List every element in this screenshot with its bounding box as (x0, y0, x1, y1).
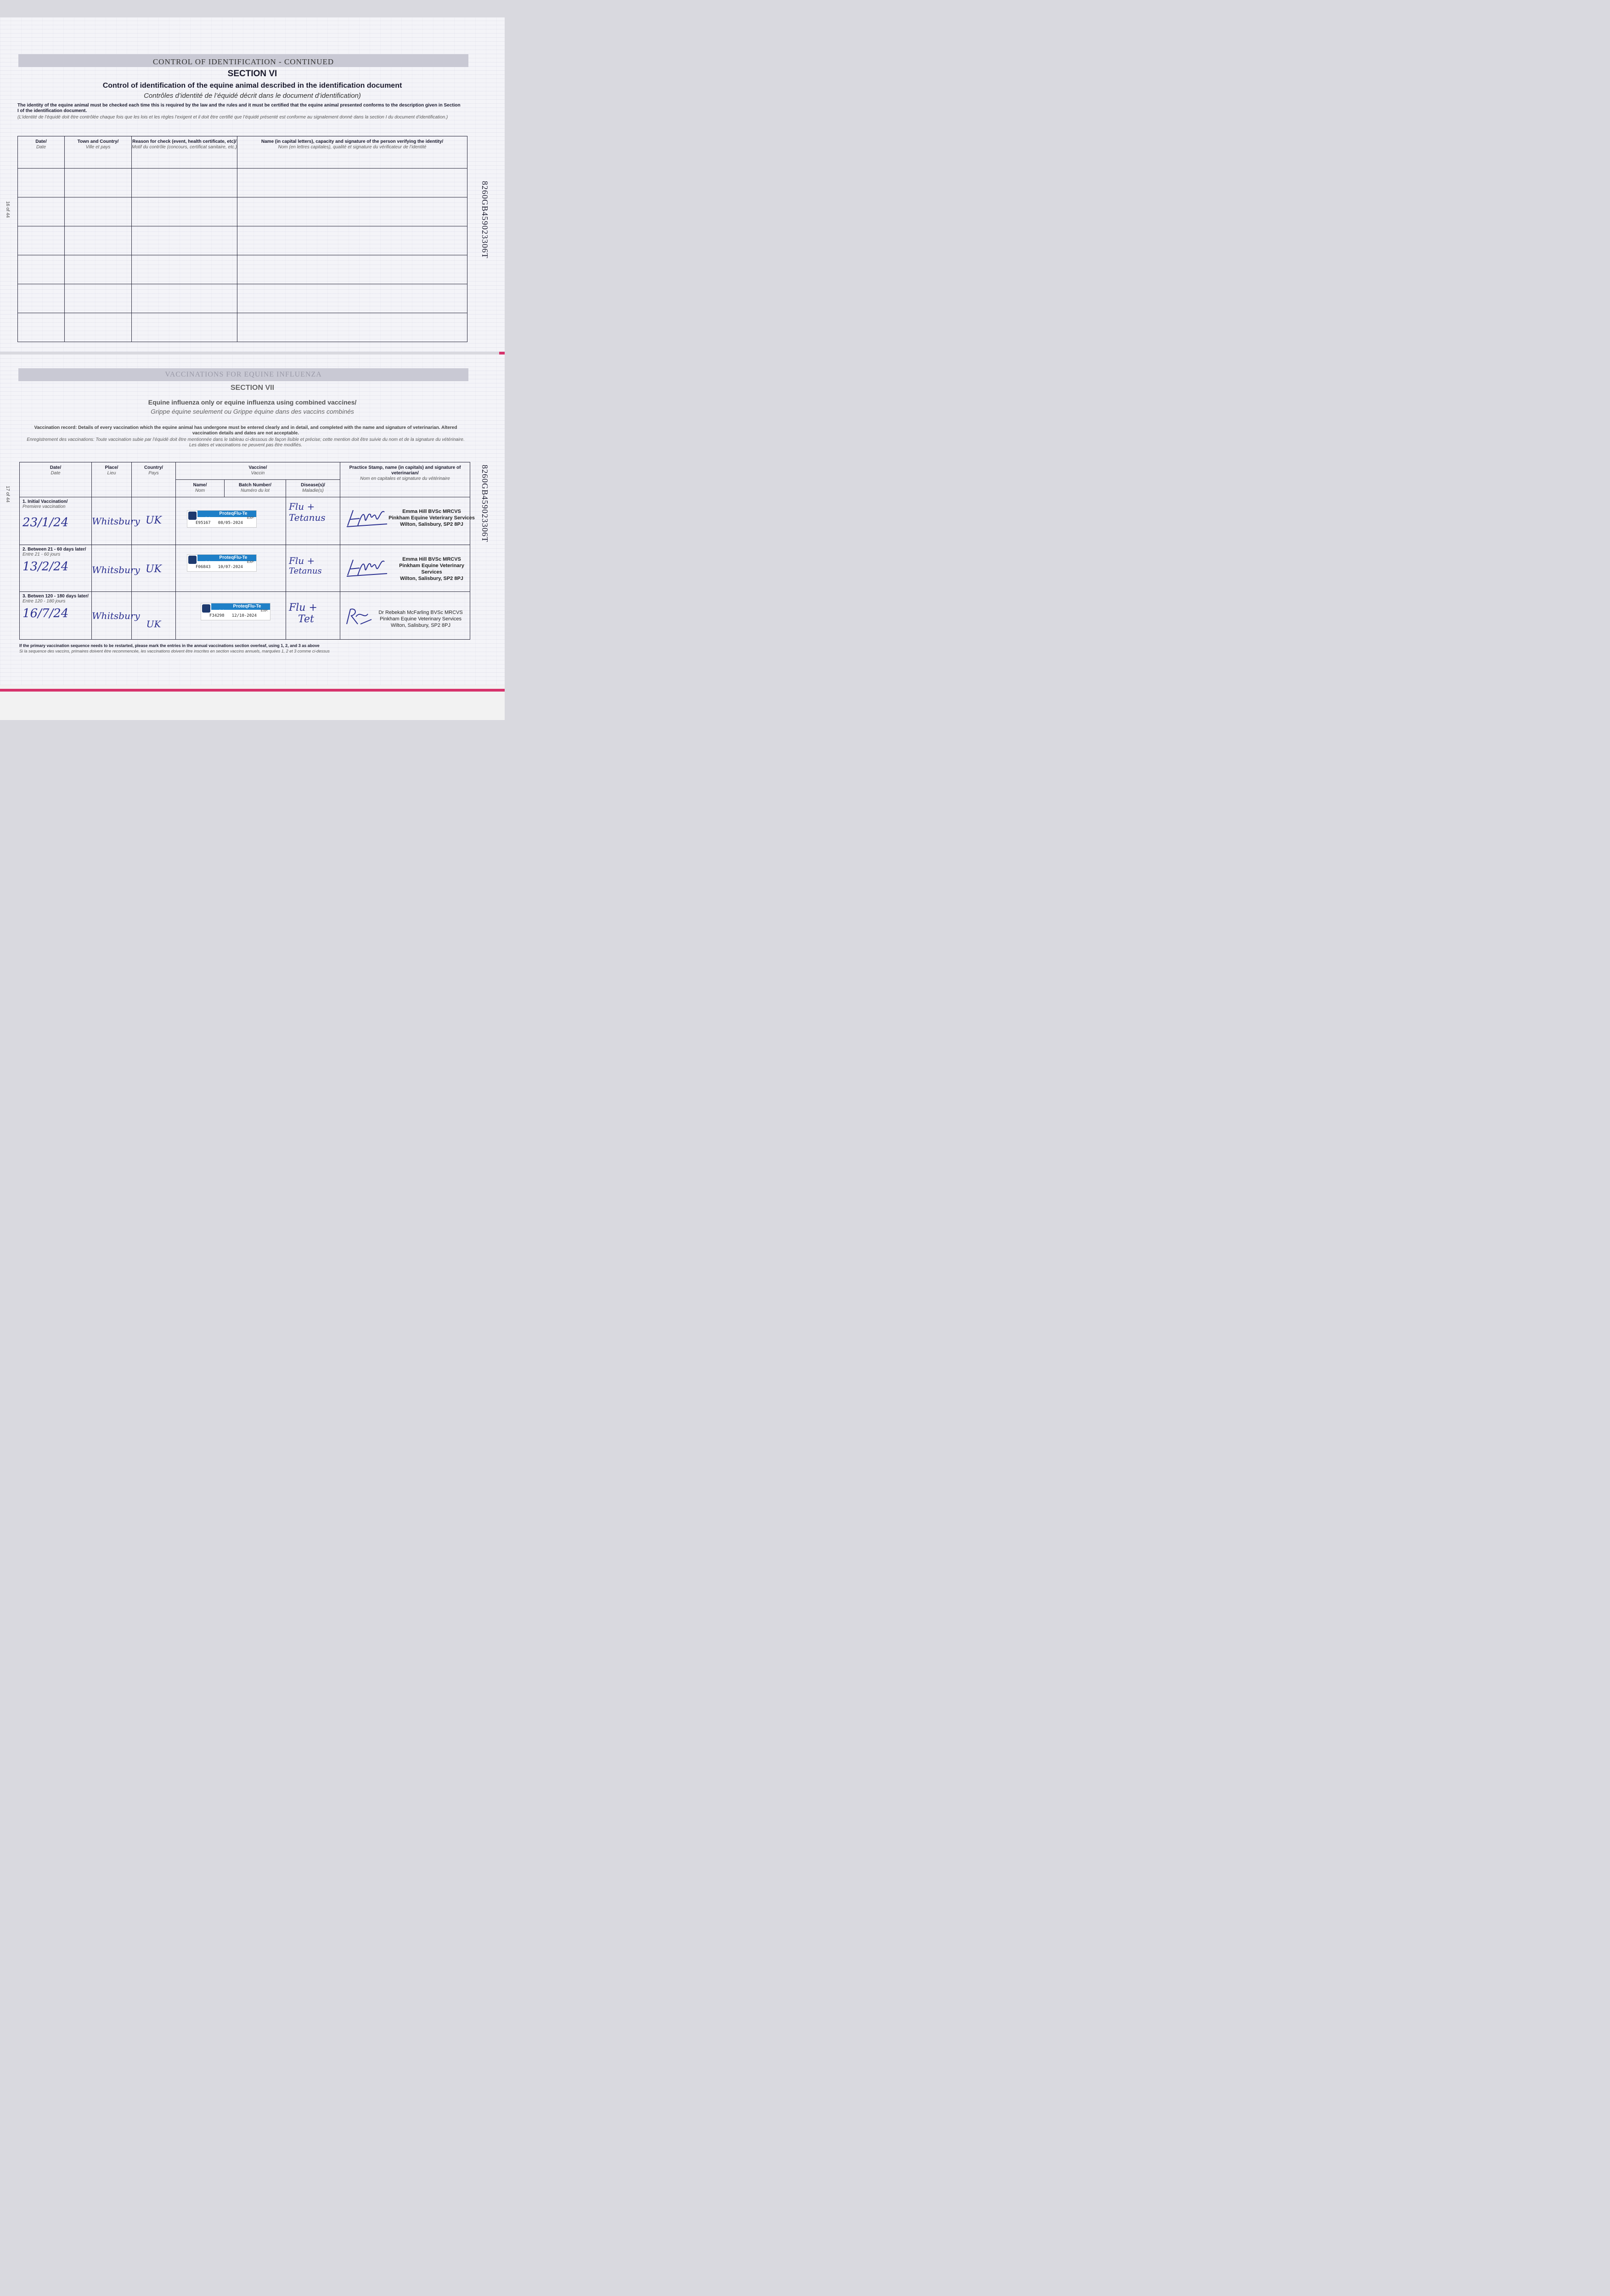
disease-line: Flu + (289, 555, 315, 566)
col-country: Country/ Pays (132, 462, 176, 497)
col-disease: Disease(s)/ Maladie(s) (286, 480, 340, 497)
page-section-vii (0, 355, 505, 685)
batch-codes: F34298 12/10-2024 (209, 613, 257, 618)
place-cell[interactable] (92, 545, 140, 592)
disease-cell[interactable] (286, 545, 340, 592)
date-value: 16/7/24 (23, 607, 69, 620)
cell[interactable] (65, 169, 132, 197)
place-cell[interactable] (92, 497, 140, 545)
passport-code: 8260GB459023306T (480, 181, 490, 259)
cell[interactable] (18, 255, 65, 284)
table-row (18, 284, 467, 313)
disease-line: Tetanus (289, 566, 322, 576)
exp-label: EXP: (247, 561, 254, 564)
identity-check-table (17, 136, 467, 342)
batch-codes: F06843 10/07-2024 (196, 565, 243, 569)
practice-stamp (372, 609, 469, 629)
stage-cell[interactable] (20, 592, 92, 640)
col-verifier: Name (in capital letters), capacity and signature of the person verifying the identity/ Nom (en lettres capitales), qualité et signature du vérificateur de l’identité (237, 136, 467, 169)
stage-label: 1. Initial Vaccination/ (23, 499, 68, 504)
col-date: Date/ Date (18, 136, 65, 169)
batch-codes: E95167 08/05-2024 (196, 521, 243, 525)
lot-label: Lot: (220, 609, 225, 613)
date-value: 23/1/24 (23, 516, 69, 529)
vaccine-brand: ProteqFlu-Te (197, 555, 256, 561)
table-row (18, 255, 467, 284)
page-section-vi (0, 17, 505, 352)
stage-cell[interactable] (20, 497, 92, 545)
table-header-row (20, 462, 470, 480)
cell[interactable] (237, 255, 467, 284)
lot-label: Lot: (206, 561, 211, 564)
cell[interactable] (237, 313, 467, 342)
cell[interactable] (65, 197, 132, 226)
page-number: 16 of 44 (5, 201, 10, 218)
country-value: UK (146, 515, 162, 526)
section-title: SECTION VII (230, 384, 275, 392)
vet-practice: Pinkham Equine Veterirary Services (388, 515, 475, 521)
passport-cover-bottom (0, 685, 505, 720)
vet-practice: Pinkham Equine Veterinary Services (399, 563, 464, 575)
cell[interactable] (237, 197, 467, 226)
cell[interactable] (237, 169, 467, 197)
col-vaccine-name: Name/ Nom (176, 480, 225, 497)
stage-label: 3. Betwen 120 - 180 days later/ (23, 594, 89, 599)
footer-note-en: If the primary vaccination sequence needs to be restarted, please mark the entries in the annual vaccinations section overleaf, using 1, 2, and 3 as above (19, 643, 320, 648)
heading-en: Control of identification of the equine animal described in the identification document (102, 82, 402, 90)
brand-logo-icon (188, 556, 197, 564)
veterinarian-signature (344, 555, 390, 581)
intro-en: The identity of the equine animal must be checked each time this is required by the law and the rules and it must be certified that the equine animal presented conforms to the description given in Section I of the identification document. (17, 103, 461, 113)
table-row (18, 226, 467, 255)
record-en: Vaccination record: Details of every vaccination which the equine animal has undergone must be entered clearly and in detail, and completed with the name and signature of veterinarian. Altered vaccination details and dates are not acceptable. (34, 425, 457, 436)
stage-label-fr: Entre 21 - 60 jours (23, 552, 61, 557)
footer-note-fr: Si la sequence des vaccins, primaires doivent être recommencée, les vaccinations doivent être inscrites en section vaccins annuels, marquées 1, 2 et 3 comme ci-dessus (19, 649, 330, 653)
place-value: Whitsbury (92, 516, 140, 527)
intro-fr: (L’identité de l’équidé doit être contrôlée chaque fois que les lois et les règles l’exigent et il doit être certifié que l’équidé présenté est conforme au signalement donné dans la section I du document d’identification.) (17, 115, 448, 120)
table-row (20, 592, 470, 640)
disease-line: Flu + (289, 602, 317, 613)
vet-name: Emma Hill BVSc MRCVS (402, 557, 461, 562)
veterinarian-signature (344, 506, 390, 531)
table-header-row (18, 136, 467, 169)
disease-line: Tetanus (289, 512, 326, 523)
cell[interactable] (132, 255, 237, 284)
cell[interactable] (18, 197, 65, 226)
cell[interactable] (237, 284, 467, 313)
vaccination-table (19, 462, 475, 640)
table-row (20, 545, 470, 592)
place-cell[interactable] (92, 592, 140, 640)
band-title: VACCINATIONS FOR EQUINE INFLUENZA (18, 368, 468, 381)
disease-line: Tet (298, 613, 314, 625)
band-title: CONTROL OF IDENTIFICATION - CONTINUED (18, 54, 468, 67)
cell[interactable] (18, 313, 65, 342)
col-vaccine: Vaccine/ Vaccin (176, 462, 340, 480)
cell[interactable] (18, 169, 65, 197)
record-fr: Enregistrement des vaccinations: Toute vaccination subie par l’équidé doit être mentionnée dans le tableau ci-dessous de façon lisible et précise; cette mention doit être suivie du nom et de la signature du vétérinaire. Les dates et vaccinations ne peuvent pas être modifiés. (27, 437, 465, 448)
exp-label: EXP: (247, 517, 254, 520)
table-row (18, 197, 467, 226)
vet-name: Dr Rebekah McFarling BVSc MRCVS (378, 610, 463, 615)
vet-practice: Pinkham Equine Veterinary Services (380, 616, 462, 622)
place-value: Whitsbury (92, 564, 140, 575)
vaccine-brand: ProteqFlu-Te (197, 511, 256, 517)
section-title: SECTION VI (227, 69, 277, 79)
date-value: 13/2/24 (23, 560, 69, 574)
country-value: UK (146, 563, 162, 575)
cell[interactable] (65, 255, 132, 284)
vaccine-cell[interactable] (176, 592, 286, 640)
vet-address: Wilton, Salisbury, SP2 8PJ (400, 576, 463, 581)
cell[interactable] (65, 226, 132, 255)
practice-cell[interactable] (340, 497, 475, 545)
vaccine-sticker (187, 510, 257, 528)
disease-line: Flu + (289, 501, 315, 512)
veterinarian-signature (342, 606, 374, 629)
vaccine-cell[interactable] (176, 497, 286, 545)
col-place: Place/ Lieu (92, 462, 132, 497)
table-row (18, 169, 467, 197)
cell[interactable] (18, 226, 65, 255)
practice-cell[interactable] (340, 592, 470, 640)
practice-stamp (388, 556, 475, 582)
cell[interactable] (132, 226, 237, 255)
place-value: Whitsbury (92, 610, 140, 621)
cell[interactable] (132, 313, 237, 342)
vaccine-cell[interactable] (176, 545, 286, 592)
col-batch: Batch Number/ Numéro du lot (225, 480, 286, 497)
vaccine-sticker (201, 603, 270, 620)
brand-logo-icon (202, 604, 210, 613)
vaccine-sticker (187, 554, 257, 572)
cell[interactable] (18, 284, 65, 313)
lot-label: Lot: (206, 517, 211, 520)
table-row (20, 497, 470, 545)
stage-cell[interactable] (20, 545, 92, 592)
brand-logo-icon (188, 512, 197, 520)
disease-cell[interactable] (286, 497, 340, 545)
cell[interactable] (132, 284, 237, 313)
col-reason: Reason for check (event, health certificate, etc)/ Motif du contrôle (concours, certificat sanitaire, etc.) (132, 136, 237, 169)
col-town-country: Town and Country/ Ville et pays (65, 136, 132, 169)
vaccine-brand: ProteqFlu-Te (211, 603, 270, 610)
practice-stamp (388, 508, 475, 528)
page-number: 17 of 44 (5, 486, 10, 503)
table-row (18, 313, 467, 342)
col-date: Date/ Date (20, 462, 92, 497)
vet-address: Wilton, Salisbury, SP2 8PJ (391, 623, 451, 628)
stage-label-fr: Premiere vaccination (23, 504, 66, 509)
stage-label-fr: Entre 120 - 180 jours (23, 599, 66, 604)
col-practice: Practice Stamp, name (in capitals) and signature of veterinarian/ Nom en capitales et signature du vétérinaire (340, 462, 470, 497)
cell[interactable] (132, 197, 237, 226)
exp-label: EXP: (261, 609, 268, 613)
heading-en: Equine influenza only or equine influenza using combined vaccines/ (148, 399, 357, 406)
stage-label: 2. Between 21 - 60 days later/ (23, 547, 86, 552)
vet-address: Wilton, Salisbury, SP2 8PJ (400, 522, 463, 527)
cell[interactable] (132, 169, 237, 197)
country-value: UK (146, 619, 161, 630)
cell[interactable] (237, 226, 467, 255)
disease-cell[interactable] (286, 592, 340, 640)
heading-fr: Grippe équine seulement ou Grippe équine dans des vaccins combinés (151, 408, 354, 415)
vet-name: Emma Hill BVSc MRCVS (402, 509, 461, 514)
cell[interactable] (65, 313, 132, 342)
passport-code: 8260GB459023306T (480, 465, 490, 542)
heading-fr: Contrôles d’identité de l’équidé décrit dans le document d’identification) (144, 92, 361, 100)
practice-cell[interactable] (340, 545, 470, 592)
cell[interactable] (65, 284, 132, 313)
